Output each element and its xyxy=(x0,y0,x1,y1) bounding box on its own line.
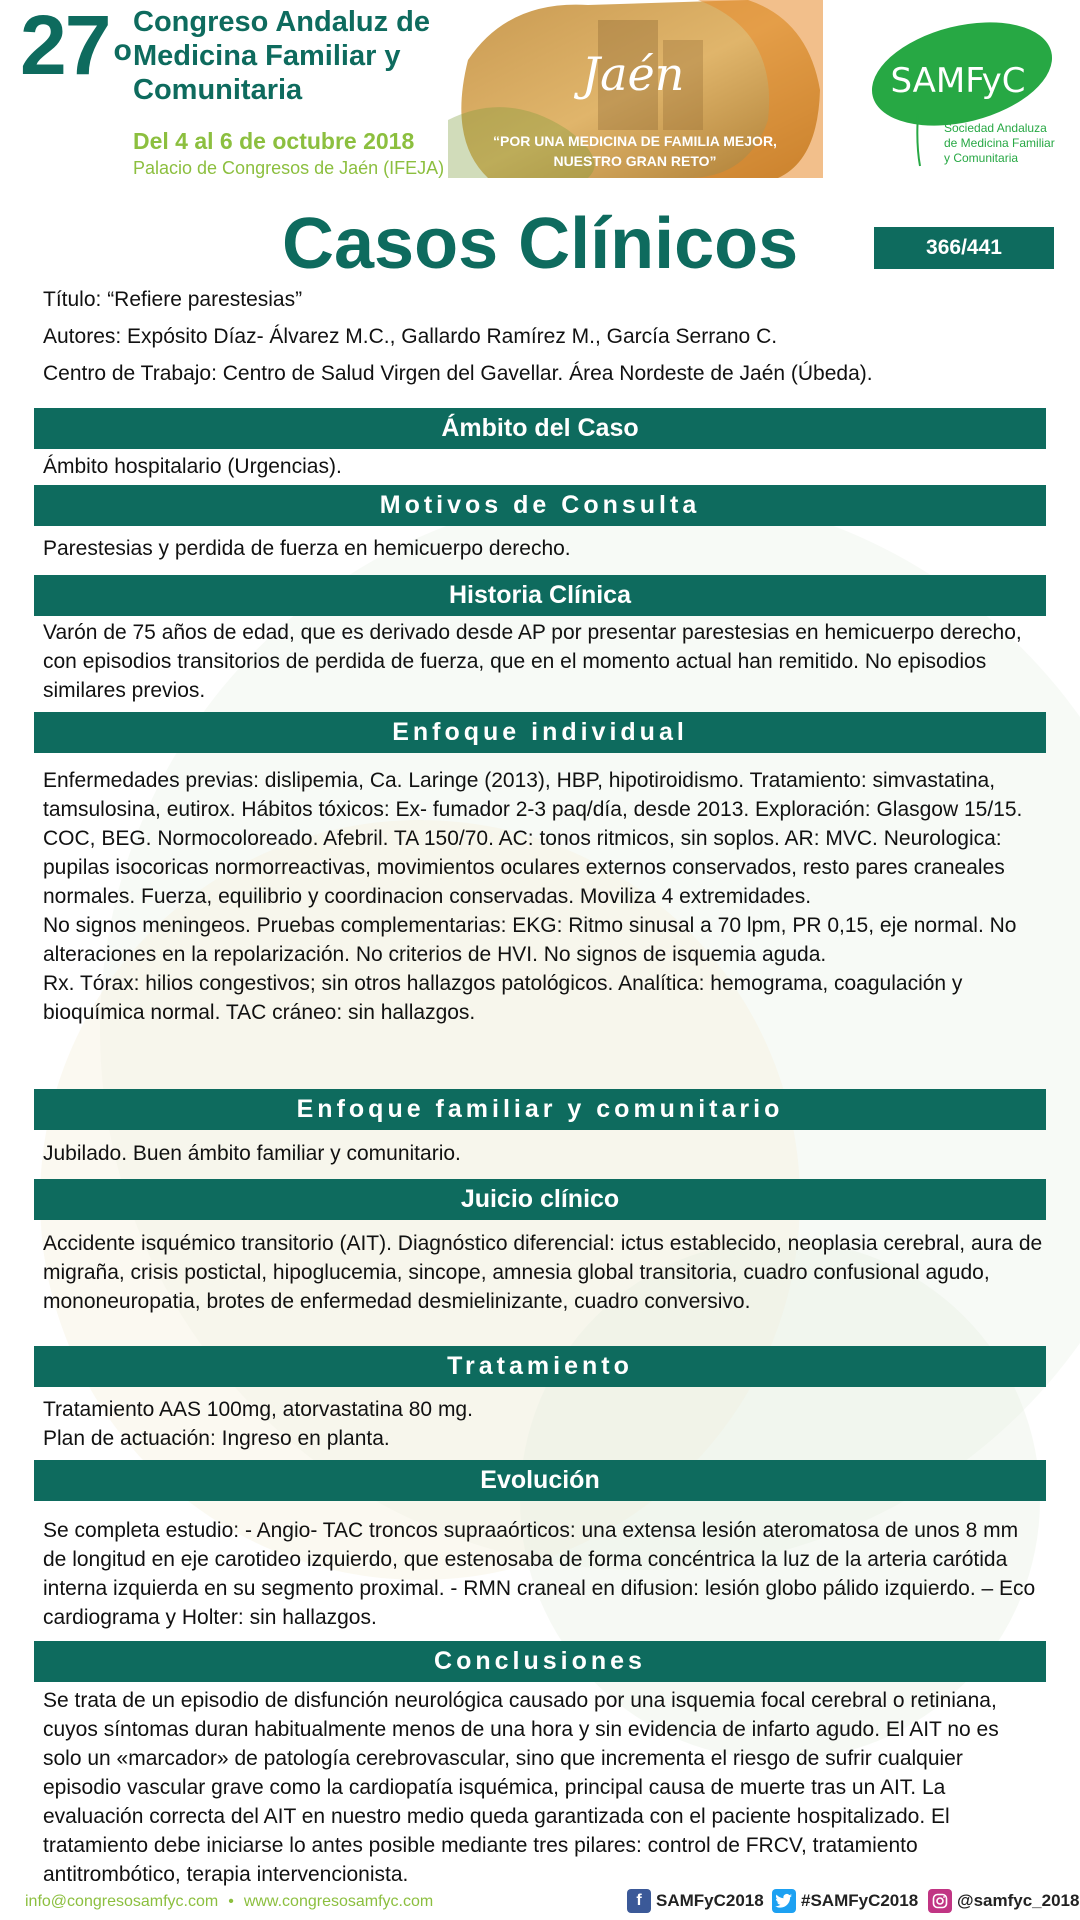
footer-email[interactable]: info@congresosamfyc.com xyxy=(25,1893,219,1910)
section-header-tratamiento: Tratamiento xyxy=(34,1346,1046,1387)
footer-contact: info@congresosamfyc.com • www.congresosamfyc.com xyxy=(25,1893,434,1910)
svg-text:y Comunitaria: y Comunitaria xyxy=(944,151,1019,165)
section-text-evolucion: Se completa estudio: - Angio- TAC troncos supraaórticos: una extensa lesión ateromatosa de unos 8 mm de longitud en eje carotideo izquierdo, que estenosaba de forma concéntrica la luz de la arteria carótida interna izquierda en su segmento proximal. - RMN craneal en difusion: lesión globo pálido izquierdo. – Eco cardiograma y Holter: sin hallazgos. xyxy=(43,1519,1036,1629)
enfoque-individual-paragraph-2: No signos meningeos. Pruebas complementarias: EKG: Ritmo sinusal a 70 lpm, PR 0,15, eje normal. No alteraciones en la repolarización. No criterios de HVI. No signos de isquemia aguda. xyxy=(43,914,1017,966)
section-text-ambito: Ámbito hospitalario (Urgencias). xyxy=(43,455,342,478)
enfoque-individual-paragraph-3: Rx. Tórax: hilios congestivos; sin otros hallazgos patológicos. Analítica: hemograma, coagulación y bioquímica normal. TAC cráneo: sin hallazgos. xyxy=(43,972,963,1024)
slogan-line-1: “POR UNA MEDICINA DE FAMILIA MEJOR, xyxy=(493,133,777,149)
instagram-link[interactable]: @samfyc_2018 xyxy=(928,1887,1079,1915)
page-title: Casos Clínicos xyxy=(282,204,799,284)
svg-text:Sociedad Andaluza: Sociedad Andaluza xyxy=(944,121,1047,135)
congress-dates: Del 4 al 6 de octubre 2018 xyxy=(133,128,415,154)
section-header-enfoque-familiar: Enfoque familiar y comunitario xyxy=(34,1089,1046,1130)
section-header-ambito: Ámbito del Caso xyxy=(34,408,1046,449)
case-title: Título: “Refiere parestesias” xyxy=(43,288,303,311)
city-name: Jaén xyxy=(581,47,685,101)
section-header-enfoque-individual: Enfoque individual xyxy=(34,712,1046,753)
section-header-juicio: Juicio clínico xyxy=(34,1179,1046,1220)
section-text-tratamiento xyxy=(43,1395,1043,1453)
jaen-banner-image xyxy=(448,0,823,178)
samfyc-logo xyxy=(858,14,1058,184)
svg-text:de Medicina Familiar: de Medicina Familiar xyxy=(944,136,1055,150)
facebook-icon: f xyxy=(627,1889,651,1913)
section-text-conclusiones: Se trata de un episodio de disfunción neurológica causado por una isquemia focal cerebral o retiniana, cuyos síntomas duran habitualmente menos de una hora y sin evidencia de infarto agudo. El AIT no es solo un «marcador» de patología cerebrovascular, sino que incrementa el riesgo de sufrir cualquier episodio vascular grave como la cardiopatía isquémica, principal causa de muerte tras un AIT. La evaluación correcta del AIT en nuestro medio queda garantizada con el paciente hospitalizado. El tratamiento debe iniciarse lo antes posible mediante tres pilares: control de FRCV, tratamiento antitrombótico, terapia intervencionista. xyxy=(43,1689,999,1886)
congress-title: Congreso Andaluz de Medicina Familiar y Comunitaria xyxy=(133,6,430,106)
footer-website[interactable]: www.congresosamfyc.com xyxy=(243,1893,434,1910)
section-header-motivos: Motivos de Consulta xyxy=(34,485,1046,526)
svg-text:SAMFyC: SAMFyC xyxy=(890,61,1026,101)
section-text-historia: Varón de 75 años de edad, que es derivado desde AP por presentar parestesias en hemicuerpo derecho, con episodios transitorios de perdida de fuerza, que en el momento actual han remitido. No episodios similares previos. xyxy=(43,621,1022,702)
section-text-enfoque-individual xyxy=(43,766,1043,1027)
enfoque-individual-paragraph-1: Enfermedades previas: dislipemia, Ca. Laringe (2013), HBP, hipotiroidismo. Tratamiento: simvastatina, tamsulosina, eutirox. Hábitos tóxicos: Ex- fumador 2-3 paq/día, desde 2013. Exploración: Glasgow 15/15. COC, BEG. Normocoloreado. Afebril. TA 150/70. AC: tonos ritmicos, sin soplos. AR: MVC. Neurologica: pupilas isocoricas normorreactivas, movimientos oculares externos conservados, resto pares craneales normales. Fuerza, equilibrio y coordinacion conservadas. Moviliza 4 extremidades. xyxy=(43,769,1023,908)
tratamiento-line-2: Plan de actuación: Ingreso en planta. xyxy=(43,1427,390,1450)
instagram-icon xyxy=(928,1889,952,1913)
section-header-historia: Historia Clínica xyxy=(34,575,1046,616)
case-workplace: Centro de Trabajo: Centro de Salud Virgen del Gavellar. Área Nordeste de Jaén (Úbeda). xyxy=(43,362,873,385)
slogan-line-2: NUESTRO GRAN RETO” xyxy=(553,153,717,169)
twitter-link[interactable]: #SAMFyC2018 xyxy=(772,1887,918,1915)
section-text-enfoque-familiar: Jubilado. Buen ámbito familiar y comunitario. xyxy=(43,1142,461,1165)
tratamiento-line-1: Tratamiento AAS 100mg, atorvastatina 80 mg. xyxy=(43,1398,473,1421)
section-header-evolucion: Evolución xyxy=(34,1460,1046,1501)
congress-venue: Palacio de Congresos de Jaén (IFEJA) xyxy=(133,158,445,178)
case-authors: Autores: Expósito Díaz- Álvarez M.C., Gallardo Ramírez M., García Serrano C. xyxy=(43,325,778,348)
facebook-link[interactable]: f SAMFyC2018 xyxy=(627,1887,764,1915)
twitter-icon xyxy=(772,1889,796,1913)
case-number-badge: 366/441 xyxy=(874,227,1054,269)
section-text-motivos: Parestesias y perdida de fuerza en hemicuerpo derecho. xyxy=(43,537,571,560)
congress-edition: 27 $^o$ xyxy=(20,0,130,92)
section-header-conclusiones: Conclusiones xyxy=(34,1641,1046,1682)
section-text-juicio: Accidente isquémico transitorio (AIT). Diagnóstico diferencial: ictus establecido, neoplasia cerebral, aura de migraña, crisis postictal, hipoglucemia, sincope, amnesia global transitoria, cuadro confusional agudo, mononeuropatia, brotes de enfermedad desmielinizante, cuadro conversivo. xyxy=(43,1232,1043,1313)
